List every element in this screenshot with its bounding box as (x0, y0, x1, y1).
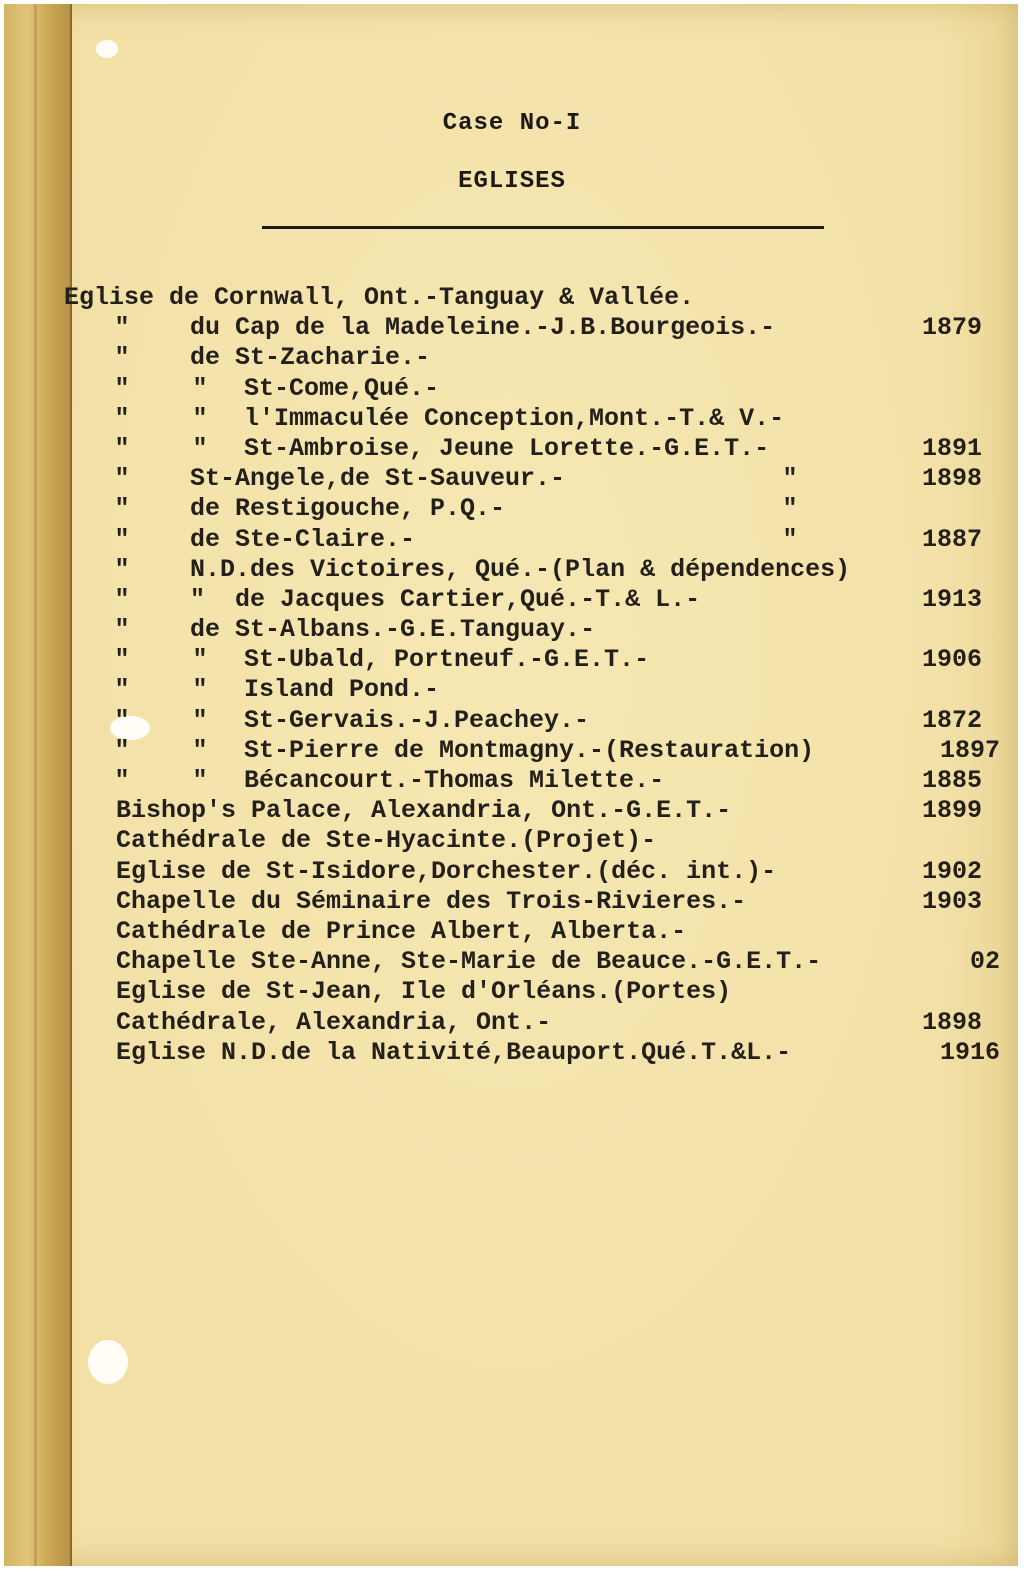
ditto-mark: " (114, 373, 130, 403)
ditto-mark: " (192, 403, 208, 433)
list-item (64, 464, 1024, 494)
list-item (64, 766, 1024, 796)
list-item (64, 434, 1024, 464)
ditto-mark: " (192, 766, 208, 795)
entry-year: 1903 (921, 886, 982, 916)
entry-list (64, 283, 1024, 1068)
list-item (64, 585, 1024, 615)
entry-text: St-Ubald, Portneuf.-G.E.T.- (244, 645, 650, 675)
ditto-mark: " (114, 494, 130, 524)
list-item (64, 615, 1024, 645)
entry-text: Bishop's Palace, Alexandria, Ont.-G.E.T.- (116, 796, 732, 826)
entry-text: St-Come,Qué.- (244, 373, 440, 403)
entry-text: de Ste-Claire.- (190, 524, 416, 554)
list-item (64, 343, 1024, 373)
entry-text: Cathédrale de Ste-Hyacinte.(Projet)- (116, 826, 657, 856)
list-item (64, 1008, 1024, 1038)
list-item (64, 706, 1024, 736)
entry-text: St-Pierre de Montmagny.-(Restauration) (244, 735, 815, 765)
entry-text: Eglise de St-Jean, Ile d'Orléans.(Portes) (116, 977, 732, 1007)
ditto-mark: " (114, 464, 130, 494)
ditto-mark: " (114, 343, 130, 373)
ditto-mark: " (192, 433, 208, 463)
list-item (64, 555, 1024, 585)
entry-year: 1906 (921, 645, 982, 675)
list-item (64, 736, 1024, 766)
ditto-mark: " (114, 433, 130, 463)
document-title: EGLISES (458, 168, 566, 195)
entry-text: de St-Zacharie.- (190, 343, 431, 373)
entry-year: 1891 (921, 433, 982, 463)
ditto-mark: " (114, 615, 130, 645)
ditto-mark: " (114, 645, 130, 675)
list-item (64, 404, 1024, 434)
ditto-mark: " (114, 705, 130, 735)
entry-text: " de Jacques Cartier,Qué.-T.& L.- (190, 584, 701, 614)
list-item (64, 525, 1024, 555)
list-item (64, 857, 1024, 887)
entry-text: St-Gervais.-J.Peachey.- (244, 705, 590, 735)
ditto-mark: " (782, 524, 798, 554)
ditto-mark: " (114, 554, 130, 584)
entry-text: l'Immaculée Conception,Mont.-T.& V.- (244, 403, 785, 433)
entry-year: 1902 (921, 856, 982, 886)
entry-text: du Cap de la Madeleine.-J.B.Bourgeois.- (190, 313, 776, 343)
list-item (64, 887, 1024, 917)
list-item (64, 645, 1024, 675)
ditto-mark: " (114, 584, 130, 614)
ditto-mark: " (192, 675, 208, 705)
tear-mark (88, 1340, 128, 1384)
entry-year: 1887 (921, 524, 982, 554)
entry-text: Island Pond.- (244, 675, 440, 705)
entry-text: Chapelle du Séminaire des Trois-Rivieres.- (116, 886, 747, 916)
entry-year: 1872 (921, 705, 982, 735)
list-item (64, 917, 1024, 947)
list-item (64, 675, 1024, 705)
entry-text: Cathédrale de Prince Albert, Alberta.- (116, 916, 687, 946)
entry-year: 1885 (921, 766, 982, 795)
ditto-mark: " (114, 735, 130, 765)
list-item (64, 283, 1024, 313)
entry-year: 1916 (939, 1037, 1000, 1067)
entry-text: St-Ambroise, Jeune Lorette.-G.E.T.- (244, 433, 770, 463)
ditto-mark: " (192, 373, 208, 403)
ditto-mark: " (114, 403, 130, 433)
entry-text: Eglise de Cornwall, Ont.-Tanguay & Vallée. (64, 283, 695, 312)
entry-year: 1899 (921, 796, 982, 826)
entry-year: 02 (969, 947, 1000, 977)
entry-text: de St-Albans.-G.E.Tanguay.- (190, 615, 596, 645)
entry-year: 1898 (921, 1007, 982, 1037)
binding-tape (4, 4, 72, 1566)
ditto-mark: " (192, 705, 208, 735)
list-item (64, 796, 1024, 826)
entry-text: Cathédrale, Alexandria, Ont.- (116, 1007, 552, 1037)
list-item (64, 313, 1024, 343)
entry-text: de Restigouche, P.Q.- (190, 494, 506, 524)
entry-text: Eglise N.D.de la Nativité,Beauport.Qué.T.&L.- (116, 1037, 792, 1067)
entry-text: N.D.des Victoires, Qué.-(Plan & dépendences) (190, 554, 851, 584)
ditto-mark: " (192, 735, 208, 765)
entry-year: 1913 (921, 584, 982, 614)
list-item (64, 494, 1024, 524)
ditto-mark: " (192, 645, 208, 675)
entry-text: St-Angele,de St-Sauveur.- (190, 464, 566, 494)
list-item (64, 374, 1024, 404)
list-item (64, 977, 1024, 1007)
ditto-mark: " (114, 675, 130, 705)
entry-text: Bécancourt.-Thomas Milette.- (244, 766, 665, 795)
ditto-mark: " (114, 313, 130, 343)
list-item (64, 1038, 1024, 1068)
entry-year: 1879 (921, 313, 982, 343)
list-item (64, 826, 1024, 856)
entry-year: 1898 (921, 464, 982, 494)
title-underline (262, 226, 824, 229)
entry-text: Eglise de St-Isidore,Dorchester.(déc. int.)- (116, 856, 777, 886)
tear-mark (96, 40, 118, 58)
ditto-mark: " (114, 524, 130, 554)
entry-text: Chapelle Ste-Anne, Ste-Marie de Beauce.-G.E.T.- (116, 947, 822, 977)
ditto-mark: " (114, 766, 130, 795)
case-label: Case No-I (442, 110, 582, 137)
entry-year: 1897 (939, 735, 1000, 765)
list-item (64, 947, 1024, 977)
ditto-mark: " (782, 494, 798, 524)
ditto-mark: " (782, 464, 798, 494)
